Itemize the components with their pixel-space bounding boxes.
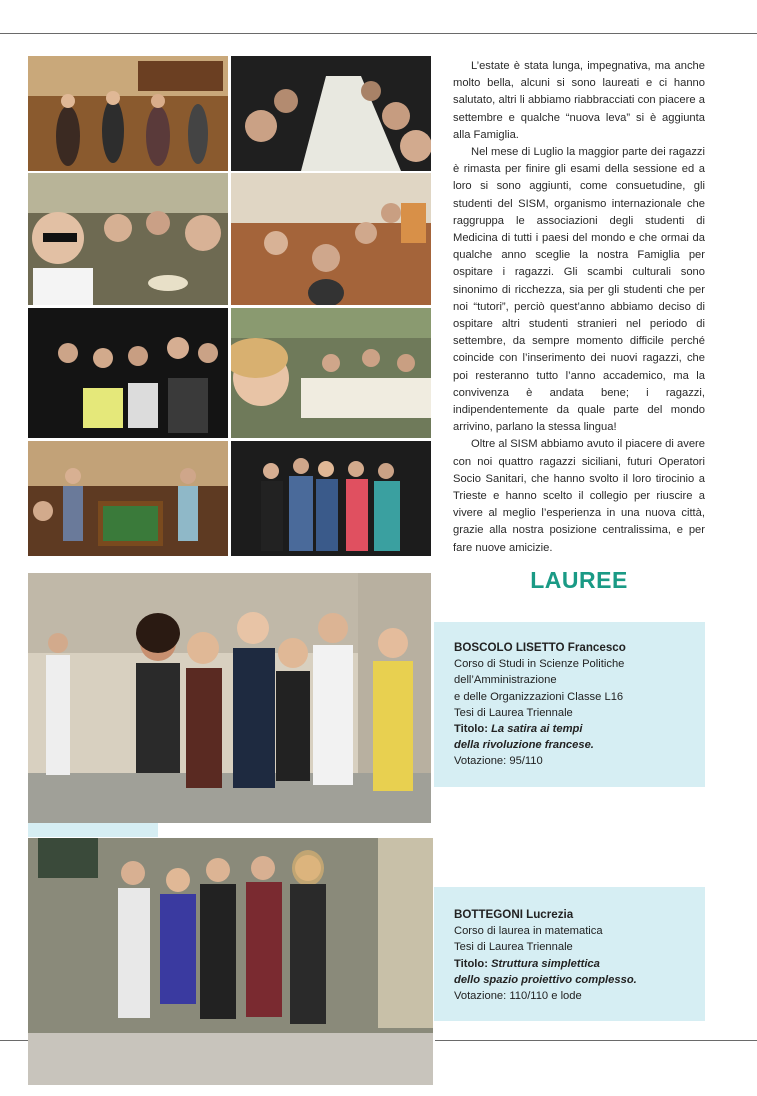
lauree-heading: LAUREE [530,567,628,593]
article-paragraph: L’estate è stata lunga, impegnativa, ma anche molto bella, alcuni si sono laureati e ci hanno salutato, altri li abbiamo riabbracciati con piacere a settembre e qualche “nuova leva” si è aggiunta alla Famiglia. [453,60,705,141]
bottom-rule [435,1040,757,1041]
photo-party-dance [28,56,228,171]
thesis-title: Struttura simplettica [491,957,600,970]
course-line: Tesi di Laurea Triennale [454,941,573,954]
photo-dinner-table [231,56,431,171]
course-line: dell’Amministrazione [454,674,557,687]
course-line: Tesi di Laurea Triennale [454,706,573,719]
graduate-card [434,622,705,787]
thesis-title: La satira ai tempi [491,723,583,736]
decorative-strip [28,823,158,837]
photo-graduate-bottegoni [28,838,433,1085]
course-line: Corso di Studi in Scienze Politiche [454,658,625,671]
thesis-title-continued: della rivoluzione francese. [454,739,594,752]
graduate-name: BOSCOLO LISETTO Francesco [454,641,626,654]
photo-foosball [28,441,228,556]
article-paragraph: Nel mese di Luglio la maggior parte dei ragazzi è rimasta per finire gli esami della sessione ed a loro si sono aggiunti, come consuetudine, gli studenti del SISM, organismo internazionale che raggruppa le associazioni degli studenti di Medicina di tutti i paesi del mondo e che ormai da qualche anno sceglie la nostra Famiglia per ospitare i ragazzi. Gli scambi culturali sono sinonimo di ricchezza, sia per gli studenti che per noi “tutori”, perciò quest’anno abbiamo deciso di ospitare altri studenti stranieri nel periodo di settembre, da sempre momento difficile perché coincide con l’inserimento dei nuovi ragazzi, che poi resteranno tutto l’anno accademico, ma la convivenza è andata bene; i ragazzi, indipendentemente da quale parte del mondo arrivino, parlano la stessa lingua! [453,146,705,434]
title-label: Titolo: [454,957,488,970]
vote: Votazione: 95/110 [454,755,543,768]
photo-graduate-boscolo [28,573,431,823]
course-line: e delle Organizzazioni Classe L16 [454,690,624,703]
title-label: Titolo: [454,723,488,736]
thesis-title-continued: dello spazio proiettivo complesso. [454,973,637,986]
photo-room-wave [231,173,431,305]
article-paragraph: Oltre al SISM abbiamo avuto il piacere di avere con noi quattro ragazzi siciliani, futuri Operatori Socio Sanitari, che hanno svolto il loro tirocinio a Trieste e hanno scelto il collegio per riuscire a vivere al meglio l’esperienza in una nuova città, grazie alla nostra posizione centralissima, e per fare nuove amicizie. [453,438,705,554]
photo-night-group [28,308,228,438]
article-body [453,58,705,557]
graduate-card [434,887,705,1021]
photo-evening-group [231,441,431,556]
photo-selfie-group [28,173,228,305]
top-rule [0,33,757,34]
vote: Votazione: 110/110 e lode [454,990,582,1003]
bottom-rule [0,1040,28,1041]
course-line: Corso di laurea in matematica [454,925,603,938]
graduate-name: BOTTEGONI Lucrezia [454,908,574,921]
photo-dinner-selfie [231,308,431,438]
